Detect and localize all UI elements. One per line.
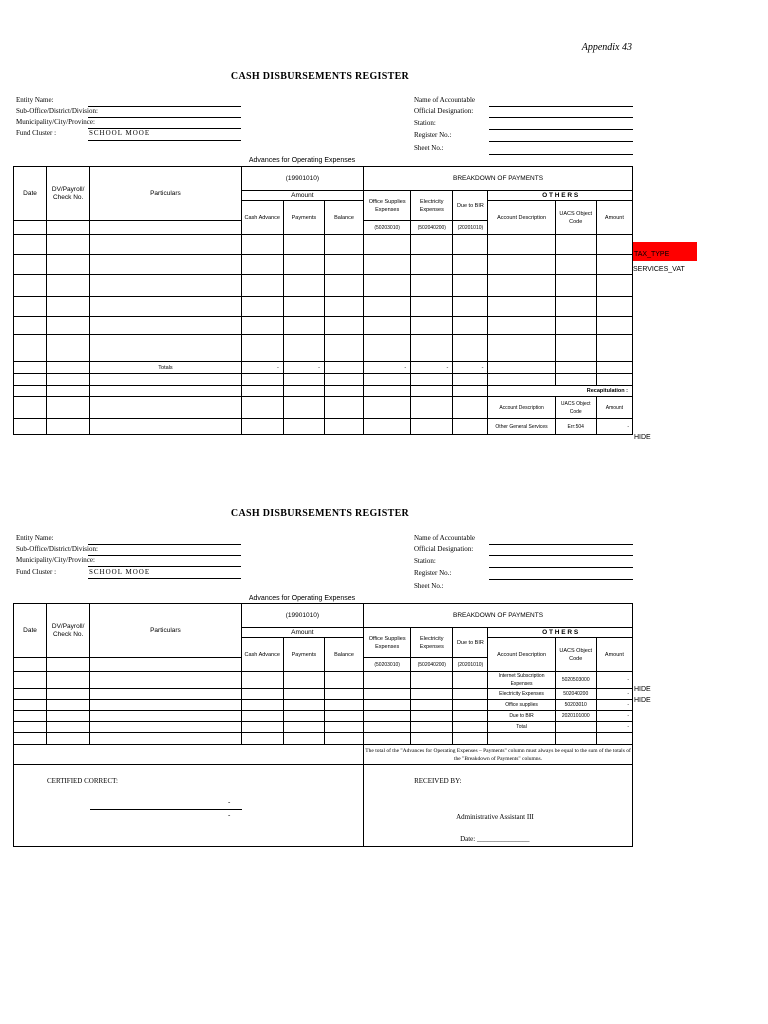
register-title: CASH DISBURSEMENTS REGISTER: [230, 71, 410, 82]
date-label: Date: _______________: [460, 835, 530, 843]
appendix-label: Appendix 43: [581, 42, 632, 53]
recap-row-desc: Other General Services: [488, 419, 555, 435]
others-row: Total -: [14, 722, 633, 733]
services-vat-label: SERVICES_VAT: [633, 266, 685, 273]
col-advances-code: (19901010): [241, 167, 363, 191]
fund-cluster-value: SCHOOL MOOE: [89, 129, 151, 137]
hide-label: HIDE: [634, 434, 651, 441]
totals-label: Totals: [90, 362, 241, 374]
col-others: O T H E R S: [488, 191, 633, 201]
col-due-bir: Due to BIR: [453, 191, 488, 221]
totals-row: Totals - - - - -: [14, 362, 633, 374]
recap-amount: Amount: [596, 397, 632, 419]
header-left-2: Entity Name: Sub-Office/District/Division: Municipality/City/Province: Fund Cluster : SCHOOL MOOE: [16, 534, 151, 576]
col-account-desc: Account Description: [488, 201, 555, 235]
code-electricity: (502040200): [411, 221, 453, 235]
recap-row-code: Err:504: [555, 419, 596, 435]
designation-label: Official Designation:: [414, 107, 474, 115]
advances-caption-2: Advances for Operating Expenses: [248, 595, 356, 602]
fund-cluster-label: Fund Cluster :: [16, 129, 57, 137]
col-office-supplies: Office Supplies Expenses: [364, 191, 411, 221]
advances-caption: Advances for Operating Expenses: [248, 157, 356, 164]
others-row: Due to BIR 2020101000 -: [14, 711, 633, 722]
table-row: [14, 297, 633, 317]
col-electricity: Electricity Expenses: [411, 191, 453, 221]
col-amount: Amount: [241, 191, 363, 201]
certified-cell: CERTIFIED CORRECT: - -: [14, 765, 364, 847]
col-breakdown: BREAKDOWN OF PAYMENTS: [364, 167, 633, 191]
table-row: [14, 317, 633, 335]
received-cell: [364, 765, 633, 847]
table-row: [14, 235, 633, 255]
recap-row-amount: -: [596, 419, 632, 435]
register-table-2: Date DV/Payroll/ Check No. Particulars (19901010) BREAKDOWN OF PAYMENTS Amount Office Supplies Expenses Electricity Expenses Due to BIR O T H E R S Cash Advance Payments Balance Account Description UACS Object Code Amount (50203010) (502040200) (20201010) Internet Subscription Expenses 5020503000 - Electricity Expenses 502040200 - Office supplies 50203010 - Due to BIR 2020101000 - Total - The total of the "Advances for Operating Expenses – Payments" column must always be equal to the sum of the totals of the "Breakdown of Payments" columns. CERTIFIED CORRECT: - - RECEIVED BY: Administrative Assistant III Date: _______________: [13, 603, 633, 847]
others-row: Electricity Expenses 502040200 -: [14, 689, 633, 700]
register-title-2: CASH DISBURSEMENTS REGISTER: [230, 508, 410, 519]
col-payments: Payments: [283, 201, 324, 235]
code-bir: (20201010): [453, 221, 488, 235]
sub-office-label: Sub-Office/District/Division:: [16, 107, 98, 115]
entity-name-label: Entity Name:: [16, 96, 54, 104]
admin-label: Administrative Assistant III: [456, 813, 534, 821]
municipality-label: Municipality/City/Province:: [16, 118, 95, 126]
others-row: Office supplies 50203010 -: [14, 700, 633, 711]
others-row: Internet Subscription Expenses 5020503000 -: [14, 672, 633, 689]
hide-label-3: HIDE: [634, 697, 651, 704]
recap-uacs: UACS Object Code: [555, 397, 596, 419]
station-label: Station:: [414, 119, 436, 127]
register-no-label: Register No.:: [414, 131, 452, 139]
table-row: [14, 255, 633, 275]
accountable-label: Name of Accountable: [414, 96, 476, 104]
register-table-1: [13, 166, 633, 435]
table-row: [14, 275, 633, 297]
col-balance: Balance: [324, 201, 363, 235]
note-text: The total of the "Advances for Operating Expenses – Payments" column must always be equal to the sum of the totals of the "Breakdown of Payments" columns.: [364, 745, 633, 765]
received-label: RECEIVED BY:: [414, 777, 462, 785]
sheet-no-label: Sheet No.:: [414, 144, 444, 152]
tax-type-cell: [633, 242, 697, 261]
col-particulars: Particulars: [90, 167, 241, 221]
hide-label-2: HIDE: [634, 686, 651, 693]
col-cash-advance: Cash Advance: [241, 201, 283, 235]
recap-title: Recapitulation :: [488, 386, 633, 397]
col-dv: DV/Payroll/ Check No.: [47, 167, 90, 221]
certified-label: CERTIFIED CORRECT:: [47, 777, 118, 785]
col-amount2: Amount: [596, 201, 632, 235]
code-office: (50203010): [364, 221, 411, 235]
header-right-2: Name of Accountable Official Designation: Station: Register No.: Sheet No.:: [414, 534, 476, 590]
header-right: [414, 95, 634, 155]
recap-account-desc: Account Description: [488, 397, 555, 419]
tax-type-label: TAX_TYPE: [634, 251, 670, 258]
col-date: Date: [14, 167, 47, 221]
col-uacs: UACS Object Code: [555, 201, 596, 235]
header-left: [16, 95, 246, 145]
table-row: [14, 335, 633, 362]
